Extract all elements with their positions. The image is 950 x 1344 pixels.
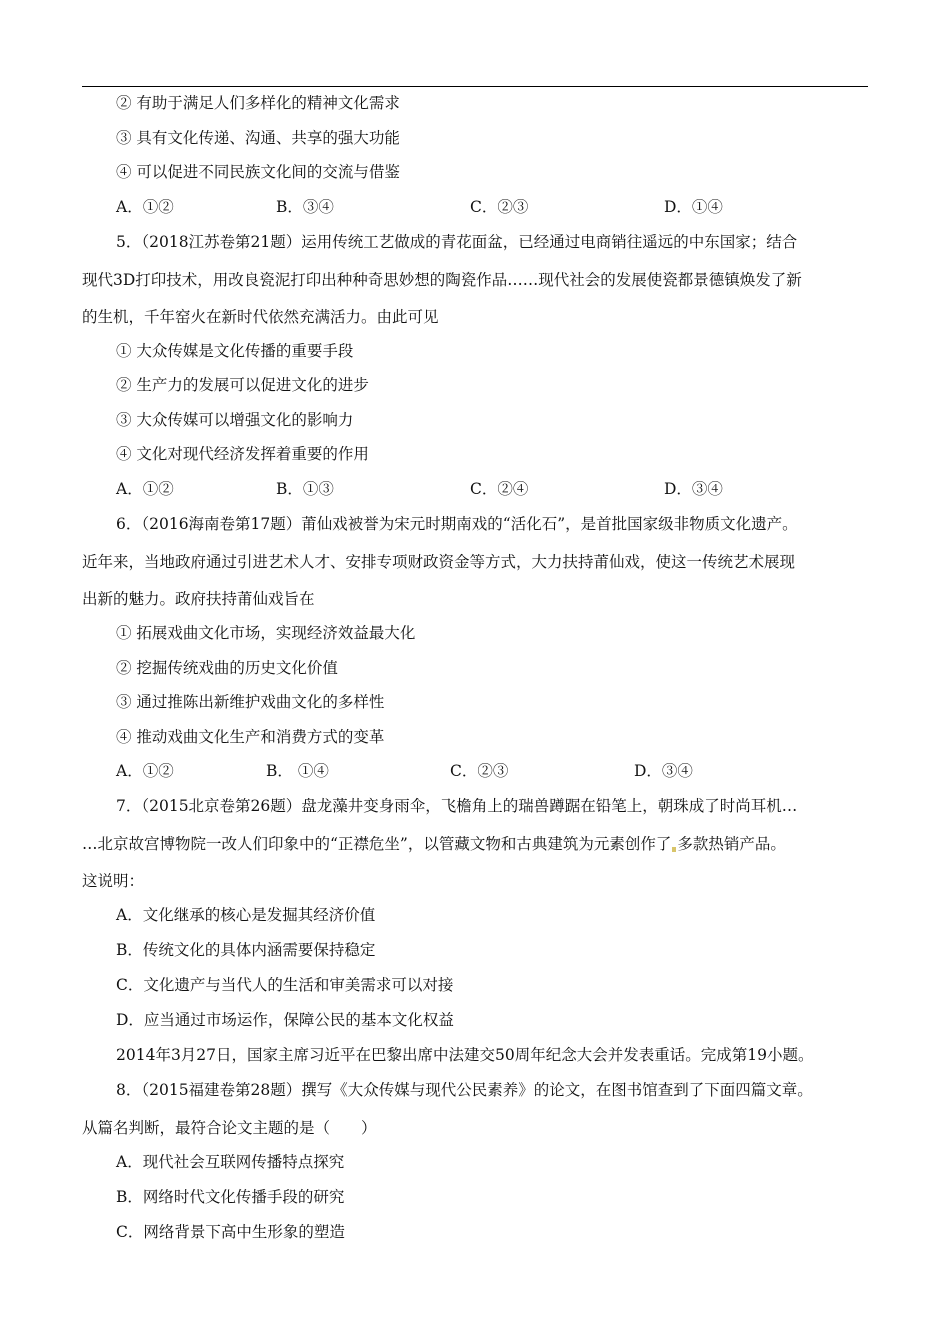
q6-item-4: ④ 推动戏曲文化生产和消费方式的变革	[116, 728, 385, 746]
q6-option-a: A．①②	[116, 762, 174, 780]
q4-option-d: D．①④	[664, 198, 723, 216]
q7-choice-d: D．应当通过市场运作，保障公民的基本文化权益	[116, 1011, 454, 1029]
q7-choice-c: C．文化遗产与当代人的生活和审美需求可以对接	[116, 976, 454, 994]
q5-item-3: ③ 大众传媒可以增强文化的影响力	[116, 411, 354, 429]
q5-option-b: B．①③	[276, 480, 334, 498]
q5-stem-line-1: 5．（2018江苏卷第21题）运用传统工艺做成的青花面盆，已经通过电商销往遥远的中东国家；结合	[116, 233, 798, 251]
q5-option-d: D．③④	[664, 480, 723, 498]
context-line: 2014年3月27日，国家主席习近平在巴黎出席中法建交50周年纪念大会并发表重话。完成第19小题。	[116, 1046, 814, 1064]
q8-choice-a: A．现代社会互联网传播特点探究	[116, 1153, 345, 1171]
q4-option-b: B．③④	[276, 198, 334, 216]
q4-option-a: A．①②	[116, 198, 174, 216]
q4-option-c: C．②③	[470, 198, 529, 216]
q5-stem-line-3: 的生机，千年窑火在新时代依然充满活力。由此可见	[82, 308, 439, 326]
q4-item-4: ④ 可以促进不同民族文化间的交流与借鉴	[116, 163, 400, 181]
highlight-mark	[672, 847, 676, 852]
q6-stem-line-3: 出新的魅力。政府扶持莆仙戏旨在	[82, 590, 315, 608]
q5-item-4: ④ 文化对现代经济发挥着重要的作用	[116, 445, 369, 463]
q8-stem-line-2: 从篇名判断，最符合论文主题的是（ ）	[82, 1119, 377, 1137]
q7-stem-line-1: 7．（2015北京卷第26题）盘龙藻井变身雨伞，飞檐角上的瑞兽蹲踞在铅笔上，朝珠成了时尚耳机…	[116, 797, 798, 815]
header-rule	[82, 86, 868, 87]
q6-item-3: ③ 通过推陈出新维护戏曲文化的多样性	[116, 693, 385, 711]
q4-item-2: ② 有助于满足人们多样化的精神文化需求	[116, 94, 400, 112]
q6-option-b: B． ①④	[266, 762, 329, 780]
q6-stem-line-2: 近年来，当地政府通过引进艺术人才、安排专项财政资金等方式，大力扶持莆仙戏，使这一传统艺术展现	[82, 553, 796, 571]
q6-option-c: C．②③	[450, 762, 509, 780]
q4-item-3: ③ 具有文化传递、沟通、共享的强大功能	[116, 129, 400, 147]
q5-item-2: ② 生产力的发展可以促进文化的进步	[116, 376, 369, 394]
q5-option-a: A．①②	[116, 480, 174, 498]
q7-stem-line-2a: …北京故宫博物院一改人们印象中的“正襟危坐”，以管藏文物和古典建筑为元素创作了	[82, 835, 672, 853]
q6-stem-line-1: 6．（2016海南卷第17题）莆仙戏被誉为宋元时期南戏的“活化石”，是首批国家级非物质文化遗产。	[116, 515, 798, 533]
q8-choice-c: C．网络背景下高中生形象的塑造	[116, 1223, 345, 1241]
q5-option-c: C．②④	[470, 480, 529, 498]
q6-item-2: ② 挖掘传统戏曲的历史文化价值	[116, 659, 338, 677]
q5-item-1: ① 大众传媒是文化传播的重要手段	[116, 342, 354, 360]
q7-choice-a: A．文化继承的核心是发掘其经济价值	[116, 906, 376, 924]
q7-stem-line-2	[82, 834, 786, 854]
q8-stem-line-1: 8．（2015福建卷第28题）撰写《大众传媒与现代公民素养》的论文，在图书馆查到了下面四篇文章。	[116, 1081, 813, 1099]
q8-choice-b: B．网络时代文化传播手段的研究	[116, 1188, 345, 1206]
q7-choice-b: B．传统文化的具体内涵需要保持稳定	[116, 941, 376, 959]
q5-stem-line-2: 现代3D打印技术，用改良瓷泥打印出种种奇思妙想的陶瓷作品……现代社会的发展使瓷都景德镇焕发了新	[82, 271, 802, 289]
q6-option-d: D．③④	[634, 762, 693, 780]
q7-stem-line-3: 这说明：	[82, 872, 145, 890]
q6-item-1: ① 拓展戏曲文化市场，实现经济效益最大化	[116, 624, 416, 642]
q7-stem-line-2b: 多款热销产品。	[677, 835, 786, 853]
